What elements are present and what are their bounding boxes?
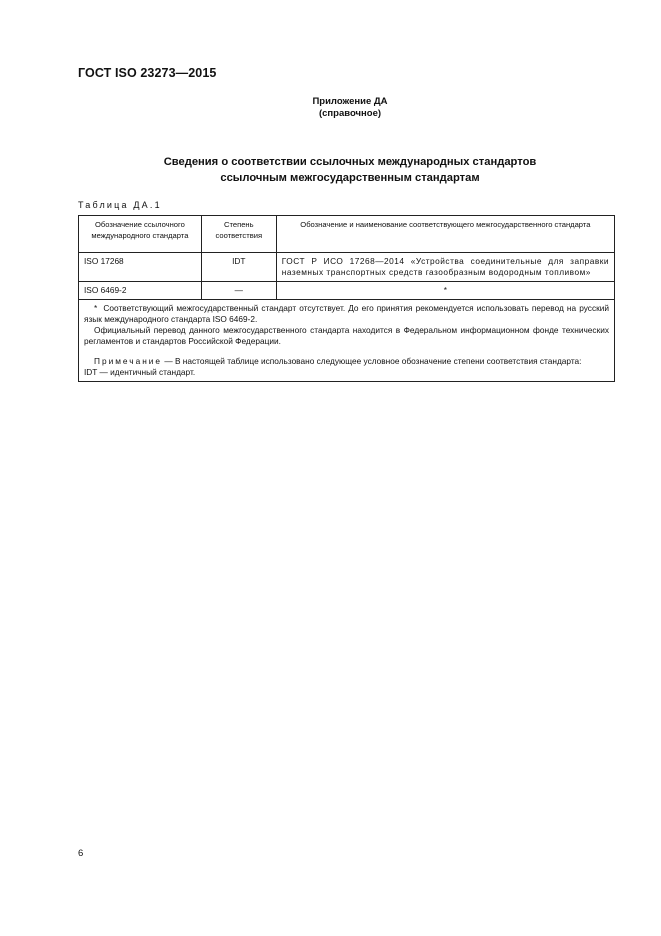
table-row <box>79 253 615 282</box>
section-heading-line-2: ссылочным межгосударственным стандартам <box>220 172 480 184</box>
table-notes-row <box>79 300 615 382</box>
footnote <box>84 303 609 325</box>
cell-designation: ISO 6469-2 <box>79 282 202 300</box>
section-heading-line-1: Сведения о соответствии ссылочных международных стандартов <box>163 156 537 168</box>
column-header-degree: Степень соответствия <box>201 216 276 253</box>
table-caption: Таблица ДА.1 <box>78 200 162 210</box>
footnote-marker: * <box>94 303 98 313</box>
note-label: Примечание <box>94 356 163 366</box>
table-header-row <box>79 216 615 253</box>
cell-correspondence: ГОСТ Р ИСО 17268—2014 «Устройства соединительные для заправки наземных транспортных средств газообразным водородным топливом» <box>276 253 614 282</box>
note <box>84 356 609 367</box>
column-header-designation: Обозначение ссылочного международного стандарта <box>79 216 202 253</box>
column-header-correspondence: Обозначение и наименование соответствующего межгосударственного стандарта <box>276 216 614 253</box>
document-code: ГОСТ ISO 23273—2015 <box>78 66 217 80</box>
table-notes <box>79 300 615 382</box>
correspondence-table <box>78 215 615 382</box>
cell-designation: ISO 17268 <box>79 253 202 282</box>
note-text: — В настоящей таблице использовано следующее условное обозначение степени соответствия стандарта: <box>164 356 582 366</box>
annex-title: Приложение ДА <box>312 96 388 107</box>
note-idt: IDT — идентичный стандарт. <box>84 367 196 377</box>
cell-correspondence: * <box>276 282 614 300</box>
annex-subtitle: (справочное) <box>318 108 382 119</box>
page-number: 6 <box>78 848 84 859</box>
cell-degree: — <box>201 282 276 300</box>
cell-degree: IDT <box>201 253 276 282</box>
table-row <box>79 282 615 300</box>
official-translation-note: Официальный перевод данного межгосударственного стандарта находится в Федеральном информационном фонде технических регламентов и стандартов Российской Федерации. <box>84 325 609 346</box>
footnote-text: Соответствующий межгосударственный стандарт отсутствует. До его принятия рекомендуется использовать перевод на русский язык международного стандарта ISO 6469-2. <box>84 303 609 324</box>
